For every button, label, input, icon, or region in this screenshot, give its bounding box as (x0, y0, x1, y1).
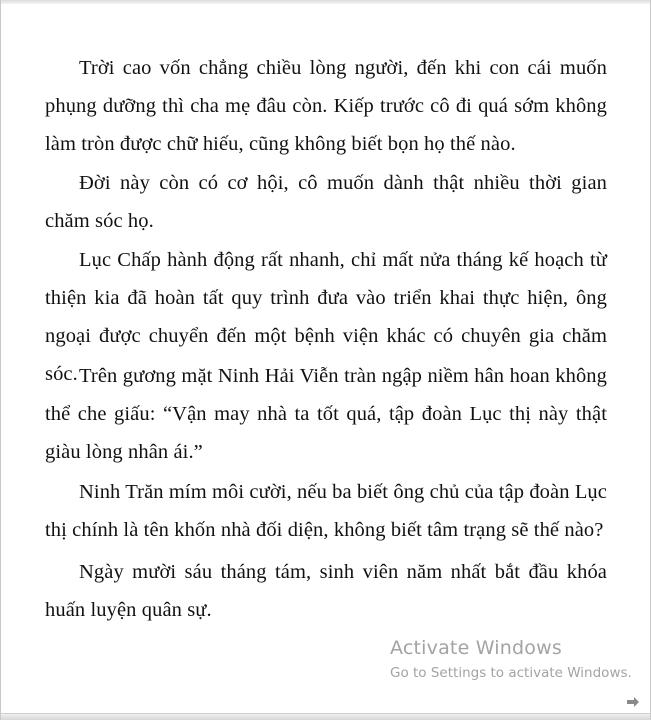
watermark-subtitle: Go to Settings to activate Windows. (390, 665, 632, 681)
paragraph-2: Đời này còn có cơ hội, cô muốn dành thật nhiều thời gian chăm sóc họ. (45, 172, 607, 232)
paragraph-5: Ninh Trăn mím môi cười, nếu ba biết ông chủ của tập đoàn Lục thị chính là tên khốn nhà đối diện, không biết tâm trạng sẽ thế nào? (45, 481, 607, 541)
watermark-title: Activate Windows (390, 637, 562, 659)
resize-grip-icon[interactable] (626, 696, 640, 708)
document-page (1, 0, 651, 720)
paragraph-6: Ngày mười sáu tháng tám, sinh viên năm nhất bắt đầu khóa huấn luyện quân sự. (45, 561, 607, 621)
paragraph-4: Trên gương mặt Ninh Hải Viễn tràn ngập niềm hân hoan không thể che giấu: “Vận may nhà ta tốt quá, tập đoàn Lục thị này thật giàu lòng nhân ái.” (45, 365, 607, 463)
resize-grip-icon-graphic (626, 696, 640, 708)
window-bottom-edge (1, 713, 650, 720)
activate-windows-watermark (390, 636, 632, 682)
paragraph-1: Trời cao vốn chẳng chiều lòng người, đến khi con cái muốn phụng dưỡng thì cha mẹ đâu còn. Kiếp trước cô đi quá sớm không làm tròn được chữ hiếu, cũng không biết bọn họ thế nào. (45, 57, 607, 155)
paragraph-3: Lục Chấp hành động rất nhanh, chỉ mất nửa tháng kế hoạch từ thiện kia đã hoàn tất quy trình đưa vào triển khai thực hiện, ông ngoại được chuyển đến một bệnh viện khác có chuyên gia chăm sóc. (45, 249, 607, 385)
